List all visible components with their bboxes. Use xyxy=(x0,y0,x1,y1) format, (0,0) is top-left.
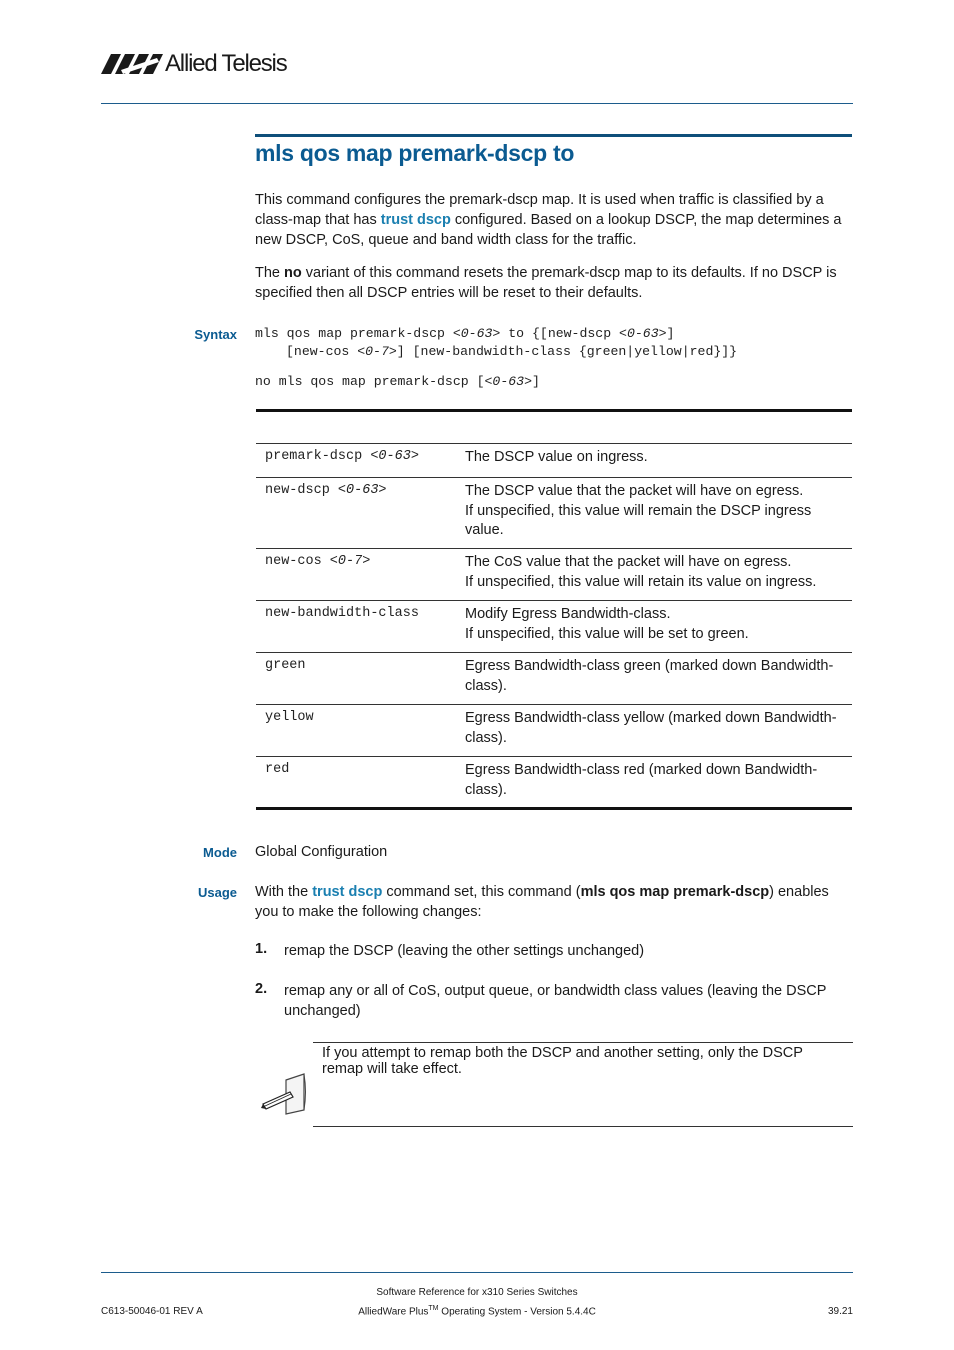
list-item-1: remap the DSCP (leaving the other settings unchanged) xyxy=(284,943,645,959)
list-item-2: remap any or all of CoS, output queue, or bandwidth class values (leaving the DSCP unchanged) xyxy=(284,983,827,1019)
code-var: 0-63 xyxy=(460,326,493,341)
mode-label: Mode xyxy=(203,845,237,860)
allied-telesis-logo xyxy=(101,48,301,82)
code-var: 0-63 xyxy=(626,326,659,341)
parameter-name: new-cos < xyxy=(265,554,338,569)
footer-subtitle xyxy=(327,1305,627,1317)
parameter-cell xyxy=(256,444,456,477)
parameter-name: new-bandwidth-class xyxy=(265,606,419,621)
description-cell: Egress Bandwidth-class red (marked down Bandwidth-class). xyxy=(465,762,818,798)
parameter-cell xyxy=(256,549,456,600)
description-cell: The CoS value that the packet will have on egress. If unspecified, this value will retain its value on ingress. xyxy=(465,554,817,590)
list-number-1: 1. xyxy=(255,941,268,957)
parameter-cell xyxy=(256,705,456,756)
usage-text: command set, this command ( xyxy=(382,884,581,900)
note-bottom-rule xyxy=(313,1126,853,1127)
code-text: no mls qos map premark-dscp [< xyxy=(255,374,493,389)
usage-label: Usage xyxy=(197,885,237,900)
page-number: 39.21 xyxy=(827,1306,853,1317)
trademark-mark: TM xyxy=(428,1305,439,1312)
table-row xyxy=(256,478,852,549)
footer-rule xyxy=(101,1272,853,1273)
code-var: 0-63 xyxy=(492,374,525,389)
parameter-cell xyxy=(256,653,456,704)
parameter-cell xyxy=(256,757,456,807)
code-text: [new-cos < xyxy=(286,344,366,359)
table-row xyxy=(256,444,852,478)
intro-text: This command configures the premark-dscp map. It is used when traffic is classified by a class-map that has xyxy=(255,192,824,228)
table-header xyxy=(256,412,852,444)
parameter-name: red xyxy=(265,762,290,777)
note-text: If you attempt to remap both the DSCP and another setting, only the DSCP remap will take effect. xyxy=(322,1045,803,1077)
logo-mark-icon xyxy=(101,54,163,74)
description-cell: Modify Egress Bandwidth-class. If unspecified, this value will be set to green. xyxy=(465,606,749,642)
mode-text: Global Configuration xyxy=(255,844,388,860)
parameter-table xyxy=(256,409,852,810)
parameter-cell xyxy=(256,601,456,652)
parameter-variable: 0-63 xyxy=(346,483,379,498)
code-var: 0-7 xyxy=(365,344,389,359)
parameter-name: premark-dscp < xyxy=(265,449,379,464)
syntax-line-3 xyxy=(255,374,540,389)
parameter-name: green xyxy=(265,658,306,673)
footer-title: Software Reference for x310 Series Switches xyxy=(376,1287,578,1298)
footer-version: Operating System - Version 5.4.4C xyxy=(438,1306,596,1318)
logo-wordmark: Allied Telesis xyxy=(165,50,287,77)
footer-product: AlliedWare Plus xyxy=(358,1306,429,1318)
description-cell: Egress Bandwidth-class green (marked down Bandwidth-class). xyxy=(465,658,834,694)
intro-paragraph-2 xyxy=(255,263,855,303)
header-rule xyxy=(101,103,853,104)
code-text: > to {[new-dscp < xyxy=(492,326,627,341)
table-row xyxy=(256,705,852,757)
code-text: >] [new-bandwidth-class {green|yellow|red}]} xyxy=(388,344,738,359)
intro-text: The xyxy=(255,265,285,281)
table-row xyxy=(256,757,852,807)
intro-text: configured. Based on a lookup DSCP, the map determines a new DSCP, CoS, queue and band width class for the traffic. xyxy=(255,212,842,248)
parameter-name: yellow xyxy=(265,710,314,725)
parameter-end: > xyxy=(410,449,419,464)
intro-paragraph-1 xyxy=(255,190,855,250)
table-row xyxy=(256,549,852,601)
syntax-line-1 xyxy=(255,326,674,341)
title-rule xyxy=(255,134,852,137)
code-text: mls qos map premark-dscp < xyxy=(255,326,461,341)
parameter-variable: 0-63 xyxy=(378,449,411,464)
command-name: mls qos map premark-dscp xyxy=(580,884,770,900)
code-text: >] xyxy=(524,374,540,389)
parameter-end: > xyxy=(362,554,371,569)
usage-paragraph xyxy=(255,882,855,922)
code-text: >] xyxy=(658,326,675,341)
table-row xyxy=(256,601,852,653)
trust-dscp-link[interactable]: trust dscp xyxy=(380,212,451,228)
no-keyword: no xyxy=(284,265,302,281)
usage-text: ) enables you to make the following changes: xyxy=(255,884,829,920)
table-row xyxy=(256,653,852,705)
parameter-cell xyxy=(256,478,456,548)
footer-doc-id: C613-50046-01 REV A xyxy=(101,1306,203,1317)
parameter-variable: 0-7 xyxy=(337,554,363,569)
syntax-label: Syntax xyxy=(194,327,237,342)
usage-text: With the xyxy=(255,884,313,900)
table-body xyxy=(256,444,852,807)
page-title: mls qos map premark-dscp to xyxy=(255,140,575,166)
parameter-name: new-dscp < xyxy=(265,483,347,498)
pencil-note-icon xyxy=(260,1072,308,1116)
description-cell: Egress Bandwidth-class yellow (marked down Bandwidth-class). xyxy=(465,710,837,746)
description-cell: The DSCP value on ingress. xyxy=(465,449,648,465)
trust-dscp-link[interactable]: trust dscp xyxy=(312,884,383,900)
intro-text: variant of this command resets the premark-dscp map to its defaults. If no DSCP is specified then all DSCP entries will be reset to their defaults. xyxy=(255,265,837,301)
syntax-line-2 xyxy=(286,344,737,359)
description-cell: The DSCP value that the packet will have on egress. If unspecified, this value will remain the DSCP ingress value. xyxy=(465,483,812,538)
parameter-end: > xyxy=(378,483,387,498)
list-number-2: 2. xyxy=(255,981,268,997)
note-top-rule xyxy=(313,1042,853,1043)
